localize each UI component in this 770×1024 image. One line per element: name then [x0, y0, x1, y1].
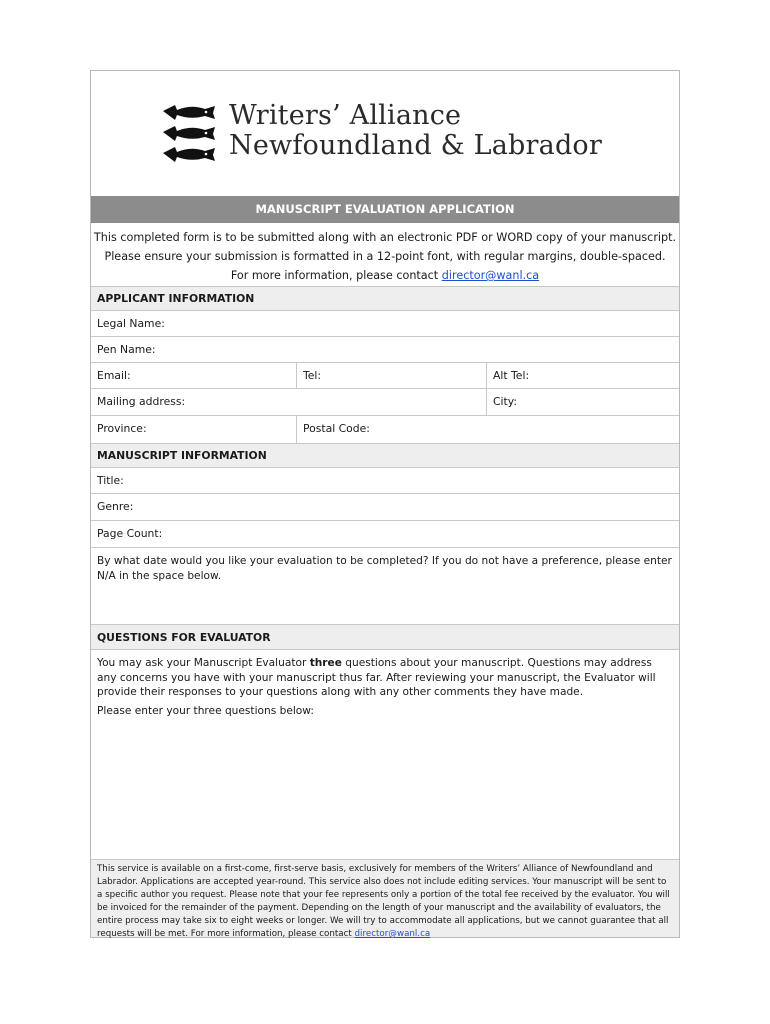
province-row	[91, 416, 679, 443]
province-label: Province:	[97, 422, 147, 435]
questions-area[interactable]	[91, 650, 679, 859]
mailing-address-field[interactable]	[91, 389, 486, 415]
title-label: Title:	[97, 474, 124, 487]
email-label: Email:	[97, 369, 131, 382]
title-row	[91, 468, 679, 494]
genre-field[interactable]	[91, 494, 679, 520]
genre-label: Genre:	[97, 500, 134, 513]
page-count-label: Page Count:	[97, 527, 163, 540]
alt-tel-field[interactable]	[486, 363, 679, 388]
email-field[interactable]	[91, 363, 296, 388]
questions-intro-part-1: You may ask your Manuscript Evaluator	[97, 657, 310, 669]
tel-label: Tel:	[303, 369, 322, 382]
alt-tel-label: Alt Tel:	[493, 369, 530, 382]
postal-code-label: Postal Code:	[303, 422, 370, 435]
pen-name-label: Pen Name:	[97, 343, 156, 356]
contact-email-link[interactable]: director@wanl.ca	[441, 269, 540, 282]
completion-date-row[interactable]	[91, 548, 679, 624]
logo-line-2: Newfoundland & Labrador	[229, 130, 602, 161]
contact-prefix: For more information, please contact	[230, 269, 442, 282]
fish-logo-icon	[161, 103, 217, 163]
questions-intro-part-2: questions about your manuscript. Questions may address any concerns you have with your manuscript thus far. After reviewing your manuscript, the Evaluator will provide their responses to your questions along with any other comments they have made.	[97, 657, 656, 698]
tel-field[interactable]	[296, 363, 486, 388]
intro-line-2: Please ensure your submission is formatted in a 12-point font, with regular margins, double-spaced.	[104, 250, 666, 263]
form-title: MANUSCRIPT EVALUATION APPLICATION	[91, 196, 679, 223]
city-field[interactable]	[486, 389, 679, 415]
footer-text: This service is available on a first-come, first-serve basis, exclusively for members of the Writers’ Alliance of Newfoundland and Labrador. Applications are accepted year-round. This service also does not include editing services. Your manuscript will be sent to a specific author you request. Please note that your fee represents only a portion of the total fee received by the evaluator. You will be invoiced for the remainder of the payment. Depending on the length of your manuscript and the availability of evaluators, the entire process may take six to eight weeks or longer. We will try to accommodate all applications, but we cannot guarantee that all requests will be met. For more information, please contact	[97, 864, 670, 939]
intro-text	[91, 223, 679, 285]
pen-name-row	[91, 337, 679, 363]
legal-name-field[interactable]	[91, 311, 679, 336]
city-label: City:	[493, 395, 518, 408]
logo-line-1: Writers’ Alliance	[229, 100, 462, 131]
genre-row	[91, 494, 679, 521]
pen-name-field[interactable]	[91, 337, 679, 362]
questions-enter-prompt: Please enter your three questions below:	[97, 705, 314, 717]
questions-count-emphasis: three	[309, 657, 342, 669]
address-row	[91, 389, 679, 416]
logo	[91, 71, 679, 195]
legal-name-row	[91, 311, 679, 337]
footer-email-link[interactable]: director@wanl.ca	[354, 929, 431, 939]
title-field[interactable]	[91, 468, 679, 493]
legal-name-label: Legal Name:	[97, 317, 165, 330]
questions-intro	[97, 656, 673, 700]
contact-row	[91, 363, 679, 389]
application-form	[90, 70, 680, 938]
completion-date-question: By what date would you like your evaluation to be completed? If you do not have a preference, please enter N/A in the space below.	[97, 555, 672, 582]
manuscript-info-heading: MANUSCRIPT INFORMATION	[91, 443, 679, 468]
province-field[interactable]	[91, 416, 296, 443]
organization-name	[229, 101, 602, 161]
footer-note	[91, 859, 679, 937]
intro-line-3	[91, 266, 679, 285]
mailing-address-label: Mailing address:	[97, 395, 186, 408]
page-count-row	[91, 521, 679, 548]
page-count-field[interactable]	[91, 521, 679, 547]
applicant-info-heading: APPLICANT INFORMATION	[91, 286, 679, 311]
intro-line-1: This completed form is to be submitted along with an electronic PDF or WORD copy of your manuscript.	[93, 231, 677, 244]
questions-heading: QUESTIONS FOR EVALUATOR	[91, 624, 679, 650]
postal-code-field[interactable]	[296, 416, 486, 443]
